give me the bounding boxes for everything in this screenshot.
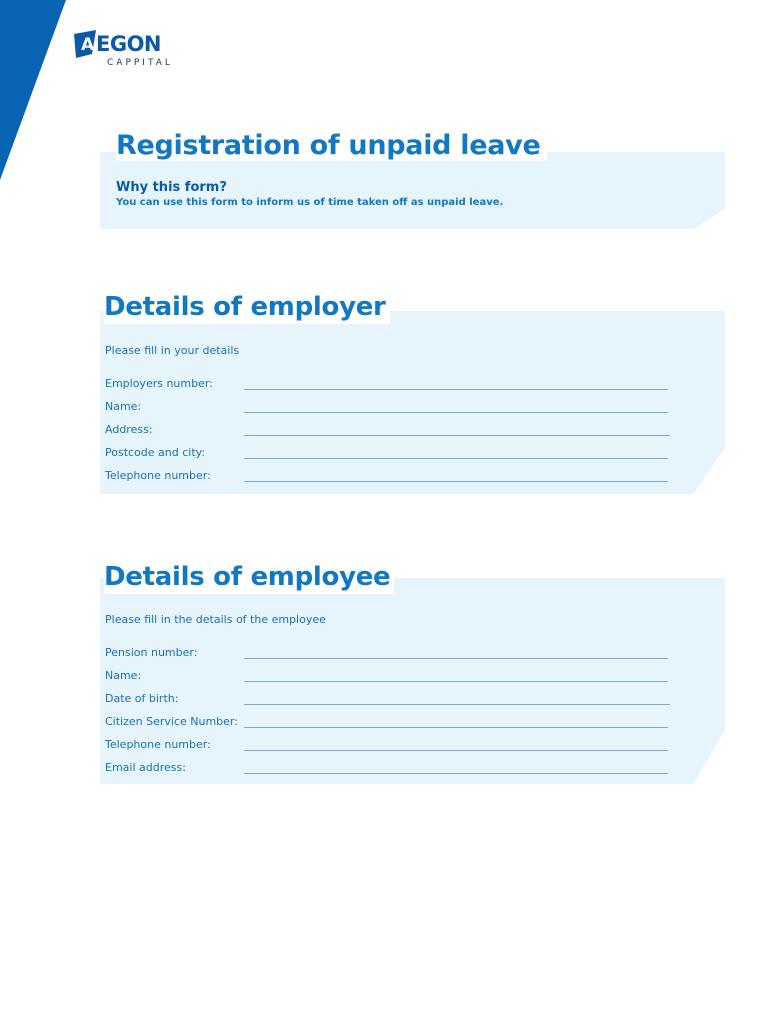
employer-field-employers-number	[105, 377, 675, 395]
why-text: You can use this form to inform us of time taken off as unpaid leave.	[116, 197, 504, 208]
field-label: Date of birth:	[105, 692, 179, 705]
employer-field-name	[105, 400, 675, 418]
date-of-birth-input[interactable]	[244, 704, 670, 705]
email-address-input[interactable]	[244, 773, 668, 774]
corner-stripe-decoration	[0, 0, 70, 190]
employee-name-input[interactable]	[244, 681, 668, 682]
employer-address-input[interactable]	[244, 435, 670, 436]
field-label: Telephone number:	[105, 469, 211, 482]
field-label: Citizen Service Number:	[105, 715, 238, 728]
field-label: Email address:	[105, 761, 186, 774]
employee-heading: Details of employee	[104, 560, 394, 594]
page-title: Registration of unpaid leave	[116, 130, 547, 161]
employee-field-pension-number	[105, 646, 675, 664]
employee-intro: Please fill in the details of the employee	[105, 613, 326, 626]
employer-panel-corner	[693, 446, 726, 495]
employer-name-input[interactable]	[244, 412, 668, 413]
employer-field-address	[105, 423, 675, 441]
employee-field-name	[105, 669, 675, 687]
employers-number-input[interactable]	[244, 389, 668, 390]
field-label: Pension number:	[105, 646, 198, 659]
employer-postcode-city-input[interactable]	[244, 458, 668, 459]
citizen-service-number-input[interactable]	[244, 727, 668, 728]
field-label: Employers number:	[105, 377, 213, 390]
field-label: Name:	[105, 400, 142, 413]
pension-number-input[interactable]	[244, 658, 668, 659]
employee-field-telephone	[105, 738, 675, 756]
employee-panel-corner	[693, 728, 726, 785]
employer-heading: Details of employer	[104, 290, 390, 324]
logo-wordmark: EGON	[96, 32, 162, 56]
field-label: Address:	[105, 423, 153, 436]
aegon-logo	[74, 30, 184, 72]
employer-field-postcode-city	[105, 446, 675, 464]
employee-field-citizen-service-number	[105, 715, 675, 733]
employee-field-email	[105, 761, 675, 779]
logo-a-mark-icon	[74, 30, 98, 58]
employee-field-date-of-birth	[105, 692, 675, 710]
title-panel-corner	[693, 208, 726, 230]
employee-telephone-input[interactable]	[244, 750, 668, 751]
employer-intro: Please fill in your details	[105, 344, 240, 357]
employer-telephone-input[interactable]	[244, 481, 668, 482]
field-label: Postcode and city:	[105, 446, 206, 459]
logo-subtitle: CAPPITAL	[107, 58, 173, 68]
employer-field-telephone	[105, 469, 675, 487]
field-label: Name:	[105, 669, 142, 682]
field-label: Telephone number:	[105, 738, 211, 751]
why-title: Why this form?	[116, 180, 227, 195]
svg-text:A: A	[81, 35, 95, 55]
